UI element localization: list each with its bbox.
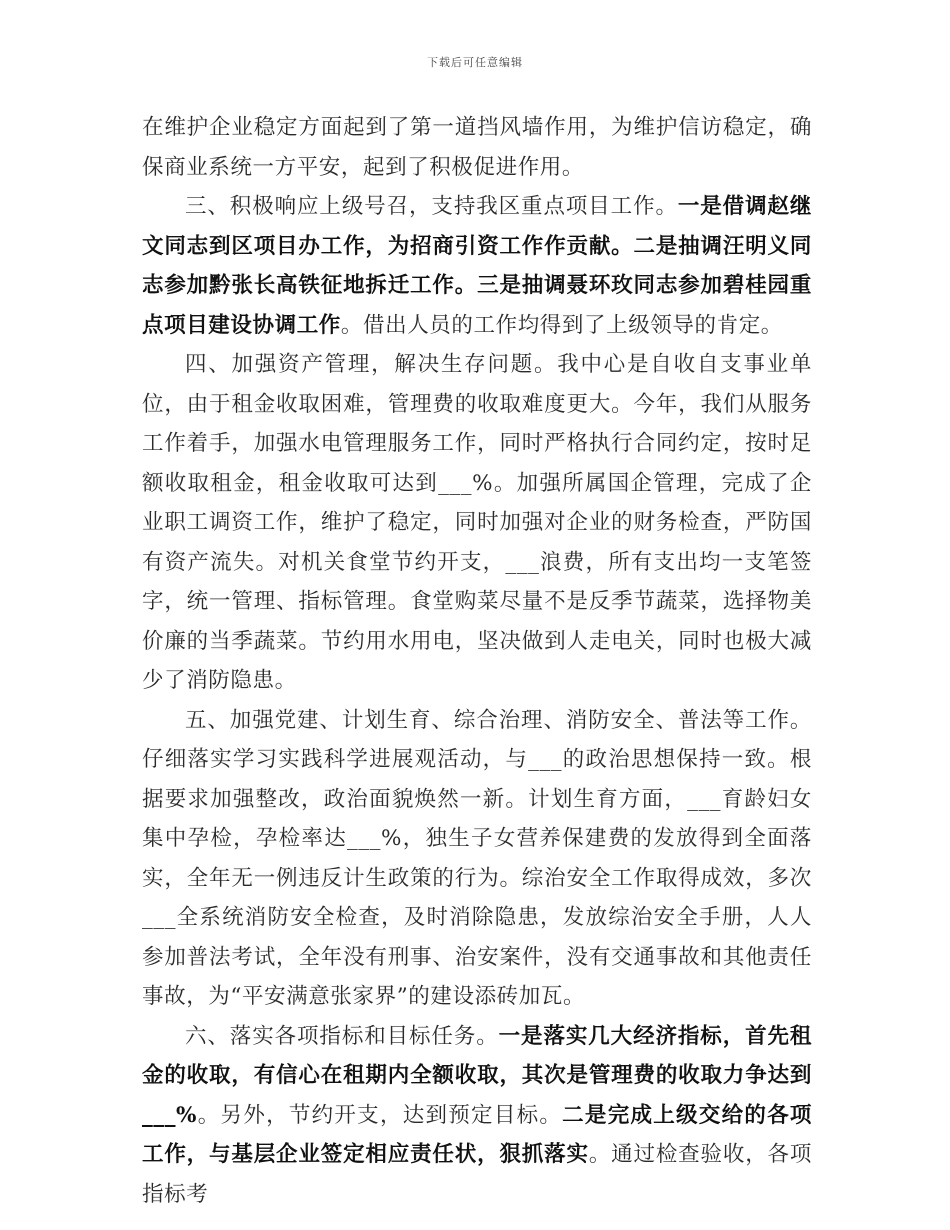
paragraph-2-support-key-projects bbox=[142, 187, 812, 345]
paragraph-5-heading: 六、落实各项指标和目标任务。 bbox=[185, 1023, 499, 1049]
paragraph-5-bold-text-1: 一是落实几大经济指标，首先租金的收取，有信心在租期内全额收取，其次是管理费的收取力争达到___% bbox=[142, 1023, 812, 1128]
paragraph-1-text: 在维护企业稳定方面起到了第一道挡风墙作用，为维护信访稳定，确保商业系统一方平安，起到了积极促进作用。 bbox=[142, 115, 812, 180]
paragraph-4-party-building bbox=[142, 701, 812, 1017]
paragraph-2-heading: 三、积极响应上级号召，支持我区重点项目工作。 bbox=[185, 194, 678, 219]
paragraph-5-text-2: 。另外，节约开支，达到预定目标。 bbox=[197, 1102, 563, 1128]
paragraph-4-text: 五、加强党建、计划生育、综合治理、消防安全、普法等工作。仔细落实学习实践科学进展观活动，与___的政治思想保持一致。根据要求加强整改，政治面貌焕然一新。计划生育方面，___育龄妇女集中孕检，孕检率达___%，独生子女营养保建费的发放得到全面落实，全年无一例违反计生政策的行为。综治安全工作取得成效，多次___全系统消防安全检查，及时消除隐患，发放综治安全手册，人人参加普法考试，全年没有刑事、治安案件，没有交通事故和其他责任事故，为“平安满意张家界”的建设添砖加瓦。 bbox=[142, 707, 812, 1009]
page-header: 下载后可任意编辑 bbox=[427, 56, 523, 69]
paragraph-5-targets bbox=[142, 1017, 812, 1215]
paragraph-5-bold-text-3: 二是完成上级交给的各项工作，与基层企业签定相应责任状，狠抓落实 bbox=[142, 1102, 812, 1167]
paragraph-3-text: 四、加强资产管理，解决生存问题。我中心是自收自支事业单位，由于租金收取困难，管理费的收取难度更大。今年，我们从服务工作着手，加强水电管理服务工作，同时严格执行合同约定，按时足额收取租金，租金收取可达到___%。加强所属国企管理，完成了企业职工调资工作，维护了稳定，同时加强对企业的财务检查，严防国有资产流失。对机关食堂节约开支，___浪费，所有支出均一支笔签字，统一管理、指标管理。食堂购菜尽量不是反季节蔬菜，选择物美价廉的当季蔬菜。节约用水用电，坚决做到人走电关，同时也极大减少了消防隐患。 bbox=[142, 352, 812, 693]
paragraph-1 bbox=[142, 108, 812, 187]
paragraph-2-tail: 。借出人员的工作均得到了上级领导的肯定。 bbox=[340, 312, 783, 338]
paragraph-3-asset-management bbox=[142, 345, 812, 701]
paragraph-5-tail: 。通过检查验收，各项指标考 bbox=[142, 1142, 812, 1207]
paragraph-2-bold-text: 一是借调赵继文同志到区项目办工作，为招商引资工作作贡献。二是抽调汪明义同志参加黔张长高铁征地拆迁工作。三是抽调聂环玫同志参加碧桂园重点项目建设协调工作 bbox=[142, 194, 812, 338]
document-body bbox=[142, 108, 812, 1214]
